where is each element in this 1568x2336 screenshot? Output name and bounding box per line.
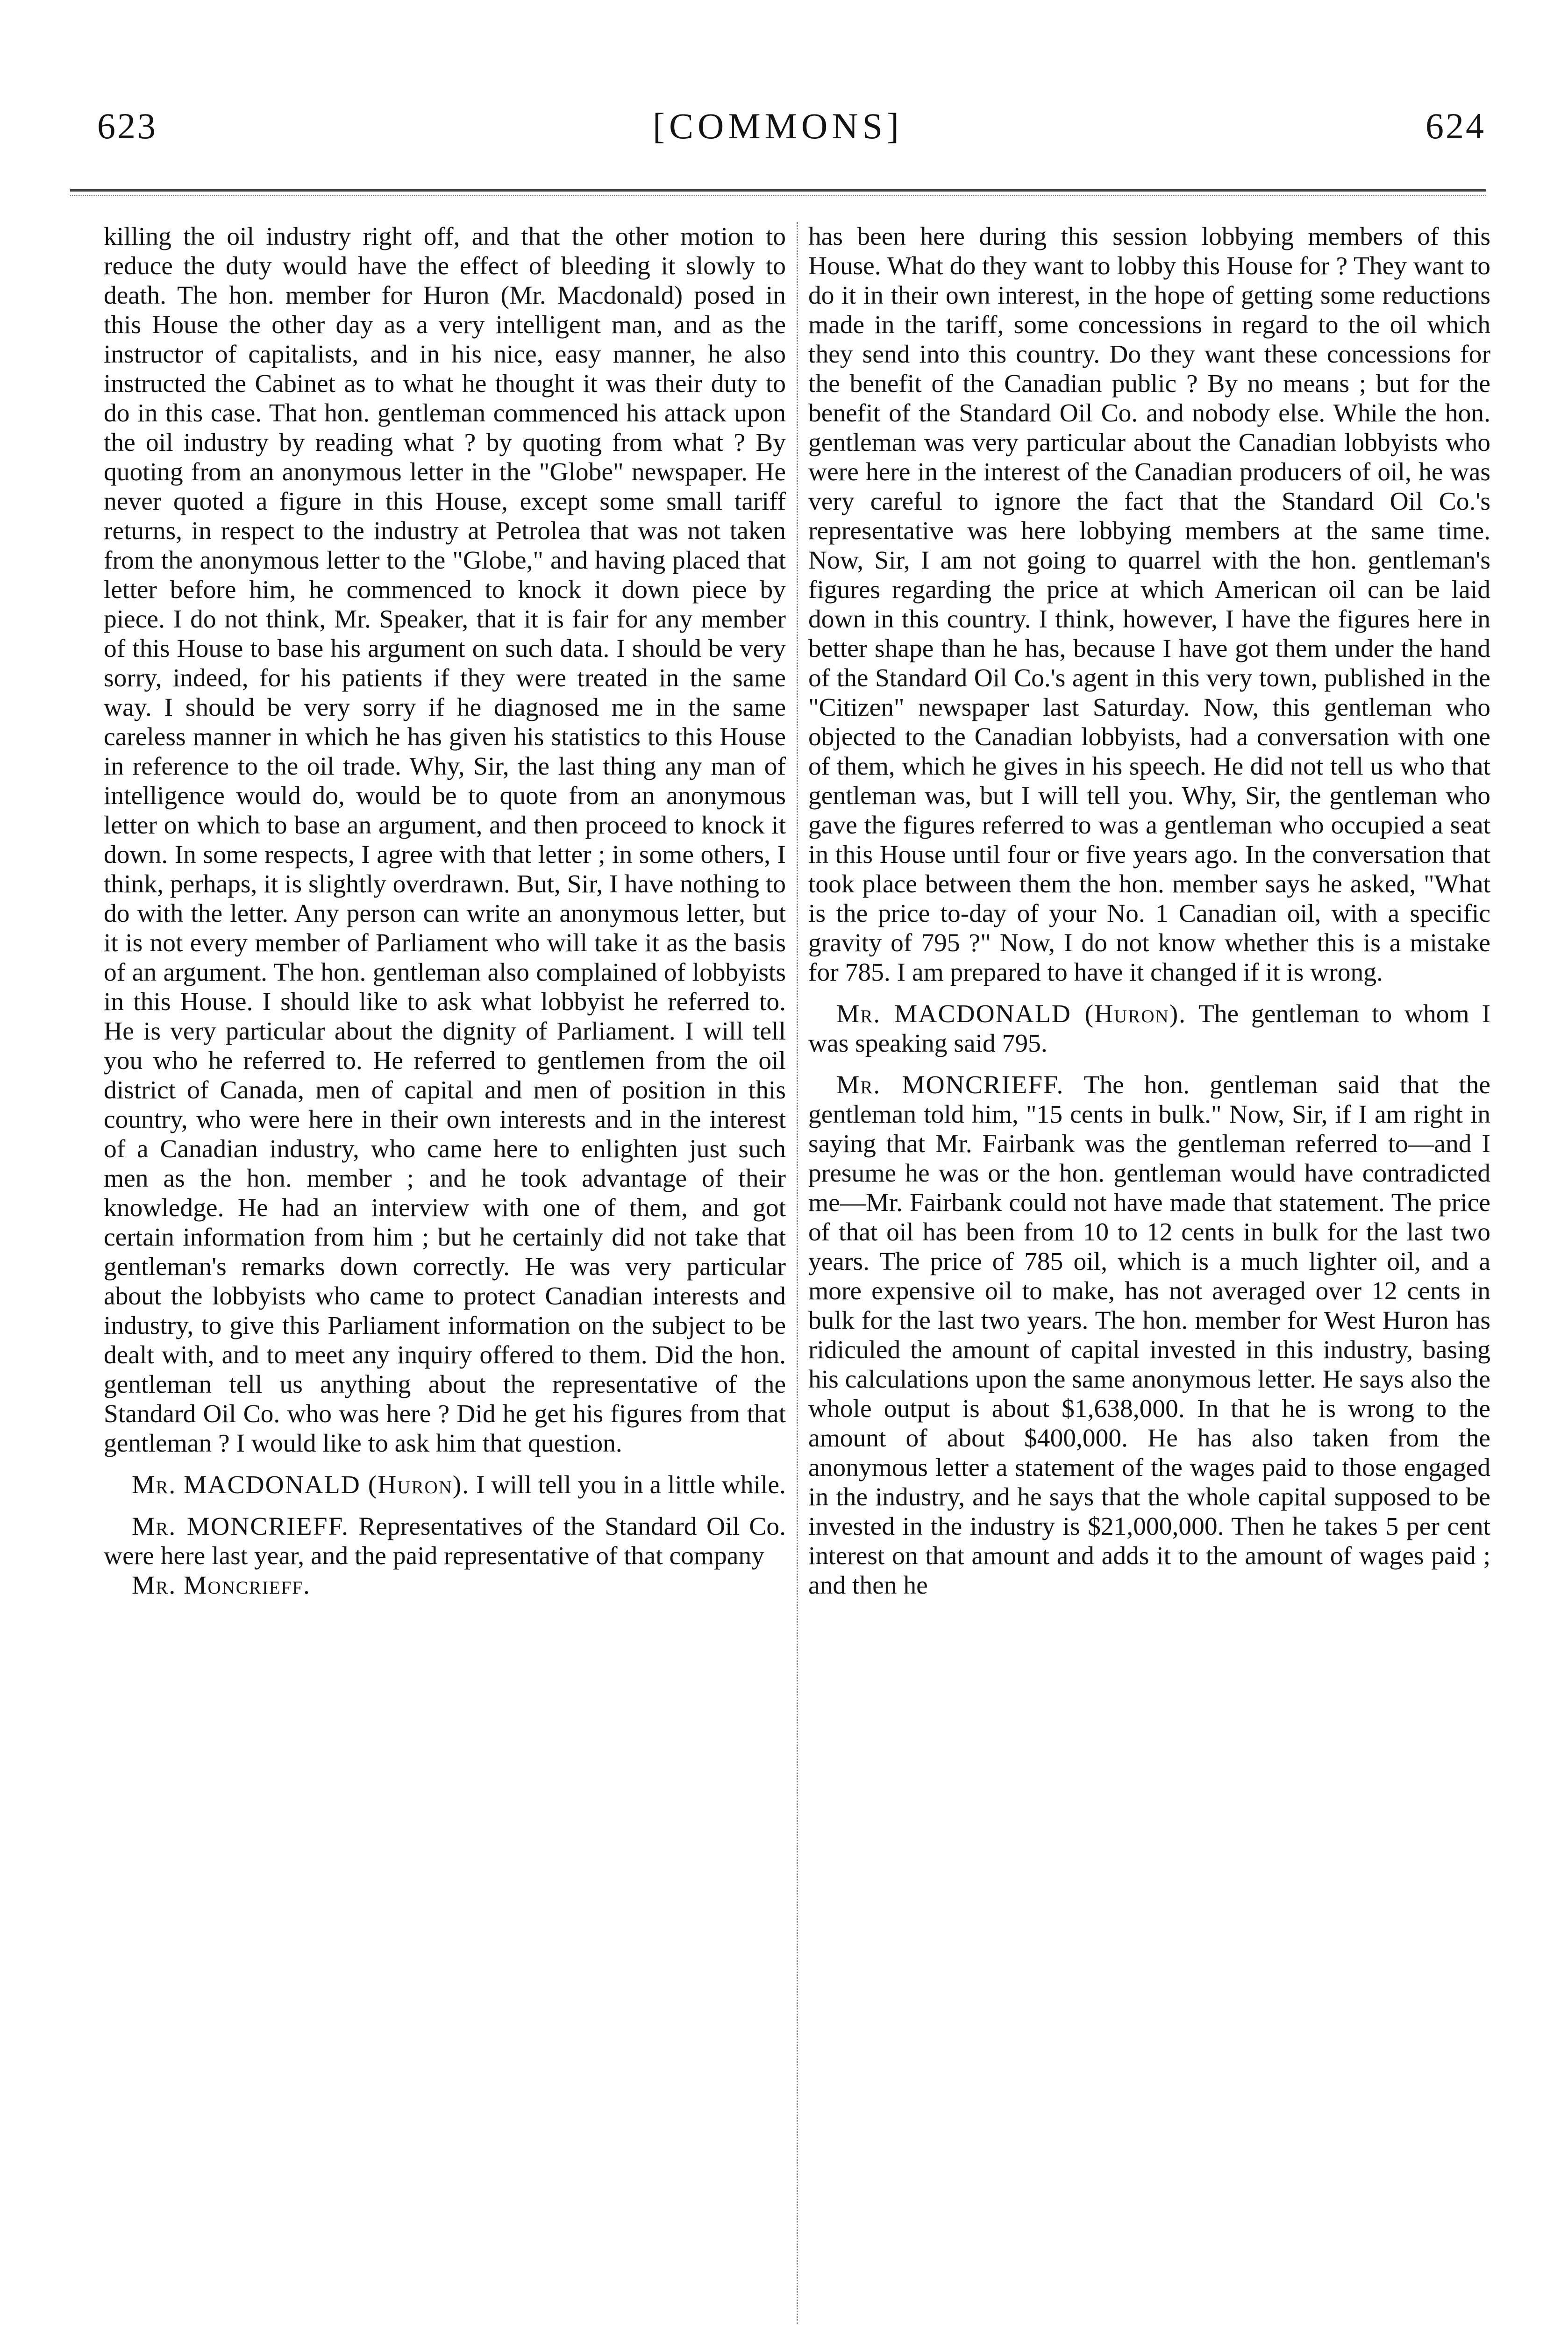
right-paragraph-2 xyxy=(808,999,1490,1058)
page-number-left: 623 xyxy=(97,106,157,146)
speech-text: The hon. gentleman said that the gentleman told him, "15 cents in bulk." Now, Sir, if I am right in saying that Mr. Fairbank was the gentleman referred to—and I presume he was or the hon. gentleman would have contradicted me—Mr. Fairbank could not have made that statement. The price of that oil has been from 10 to 12 cents in bulk for the last two years. The price of 785 oil, which is a much lighter oil, and a more expensive oil to make, has not averaged over 12 cents in bulk for the last two years. The hon. member for West Huron has ridiculed the amount of capital invested in this industry, basing his calculations upon the same anonymous letter. He says also the whole output is about $1,638,000. In that he is wrong to the amount of about $400,000. He has also taken from the anonymous letter a statement of the wages paid to those engaged in the industry, and he says that the whole capital supposed to be invested in the industry is $21,000,000. Then he takes 5 per cent interest on that amount and adds it to the amount of wages paid ; and then he xyxy=(808,1071,1490,1600)
left-paragraph-1: killing the oil industry right off, and that the other motion to reduce the duty would have the effect of bleeding it slowly to death. The hon. member for Huron (Mr. Macdonald) posed in this House the other day as a very intelligent man, and as the instructor of capitalists, and in his nice, easy manner, he also instructed the Cabinet as to what he thought it was their duty to do in this case. That hon. gentleman commenced his attack upon the oil industry by reading what ? by quoting from what ? By quoting from an anonymous letter in the "Globe" newspaper. He never quoted a figure in this House, except some small tariff returns, in respect to the industry at Petrolea that was not taken from the anonymous letter to the "Globe," and having placed that letter before him, he commenced to knock it down piece by piece. I do not think, Mr. Speaker, that it is fair for any member of this House to base his argument on such data. I should be very sorry, indeed, for his patients if they were treated in the same way. I should be very sorry if he diagnosed me in the same careless manner in which he has given his statistics to this House in reference to the oil trade. Why, Sir, the last thing any man of intelligence would do, would be to quote from an anonymous letter on which to base an argument, and then proceed to knock it down. In some respects, I agree with that letter ; in some others, I think, perhaps, it is slightly overdrawn. But, Sir, I have nothing to do with the letter. Any person can write an anonymous letter, but it is not every member of Parliament who will take it as the basis of an argument. The hon. gentleman also complained of lobbyists in this House. I should like to ask what lobbyist he referred to. He is very particular about the dignity of Parliament. I will tell you who he referred to. He referred to gentlemen from the oil district of Canada, men of capital and men of position in this country, who were here in their own interests and in the interest of a Canadian industry, who came here to enlighten just such men as the hon. member ; and he took advantage of their knowledge. He had an interview with one of them, and got certain information from him ; but he certainly did not take that gentleman's remarks down correctly. He was very particular about the lobbyists who came to protect Canadian interests and industry, to give this Parliament information on the subject to be dealt with, and to meet any inquiry offered to them. Did the hon. gentleman tell us anything about the representative of the Standard Oil Co. who was here ? Did he get his figures from that gentleman ? I would like to ask him that question. xyxy=(104,222,786,1458)
right-paragraph-3 xyxy=(808,1070,1490,1600)
footer-signature xyxy=(104,1571,786,1600)
running-title: [COMMONS] xyxy=(652,106,904,146)
signature-text: Mr. Moncrieff. xyxy=(132,1571,311,1600)
speech-text: The gentleman to whom I was speaking said 795. xyxy=(808,1000,1490,1058)
page-number-right: 624 xyxy=(1425,106,1486,146)
speech-text: I will tell you in a little while. xyxy=(476,1471,786,1499)
right-paragraph-1: has been here during this session lobbying members of this House. What do they want to lobby this House for ? They want to do it in their own interest, in the hope of getting some reductions made in the tariff, some concessions in regard to the oil which they send into this country. Do they want these concessions for the benefit of the Canadian public ? By no means ; but for the benefit of the Standard Oil Co. and nobody else. While the hon. gentleman was very particular about the Canadian lobbyists who were here in the interest of the Canadian producers of oil, he was very careful to ignore the fact that the Standard Oil Co.'s representative was here lobbying members at the same time. Now, Sir, I am not going to quarrel with the hon. gentleman's figures regarding the price at which American oil can be laid down in this country. I think, however, I have the figures here in better shape than he has, because I have got them under the hand of the Standard Oil Co.'s agent in this very town, published in the "Citizen" newspaper last Saturday. Now, this gentleman who objected to the Canadian lobbyists, had a conversation with one of them, which he gives in his speech. He did not tell us who that gentleman was, but I will tell you. Why, Sir, the gentleman who gave the figures referred to was a gentleman who occupied a seat in this House until four or five years ago. In the conversation that took place between them the hon. member says he asked, "What is the price to-day of your No. 1 Canadian oil, with a specific gravity of 795 ?" Now, I do not know whether this is a mistake for 785. I am prepared to have it changed if it is wrong. xyxy=(808,222,1490,987)
header-rule xyxy=(70,189,1486,192)
speaker-name: Mr. MACDONALD (Huron). xyxy=(836,1000,1187,1028)
left-paragraph-2 xyxy=(104,1470,786,1500)
page-header xyxy=(70,105,1486,171)
speaker-name: Mr. MACDONALD (Huron). xyxy=(132,1471,470,1499)
column-divider xyxy=(797,222,798,2324)
right-column xyxy=(808,222,1490,1600)
speaker-name: Mr. MONCRIEFF. xyxy=(132,1512,349,1541)
left-paragraph-3 xyxy=(104,1512,786,1571)
left-column xyxy=(104,222,786,1600)
speech-text: Representatives of the Standard Oil Co. were here last year, and the paid representative of that company xyxy=(104,1512,786,1570)
speaker-name: Mr. MONCRIEFF. xyxy=(836,1071,1064,1099)
header-rule-dotted xyxy=(70,195,1486,196)
